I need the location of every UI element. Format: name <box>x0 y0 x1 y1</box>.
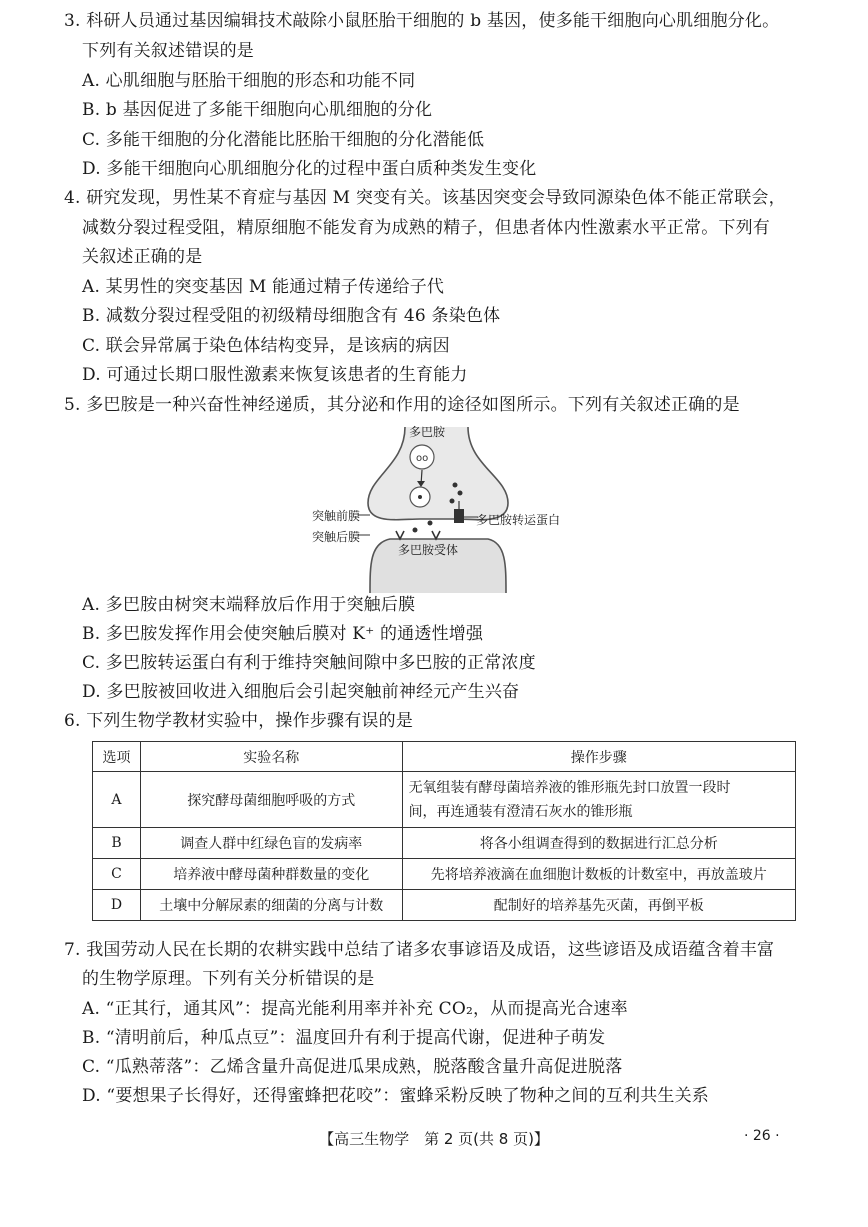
q7-option-c: C. “瓜熟蒂落”：乙烯含量升高促进瓜果成熟，脱落酸含量升高促进脱落 <box>82 1057 623 1077</box>
transporter-protein <box>454 509 464 523</box>
q4-stem-line1: 4. 研究发现，男性某不育症与基因 M 突变有关。该基因突变会导致同源染色体不能正常联会， <box>64 188 786 208</box>
page-code: · 26 · <box>744 1128 780 1144</box>
label-receptor: 多巴胺受体 <box>398 543 459 557</box>
q3-option-a: A. 心肌细胞与胚胎干细胞的形态和功能不同 <box>82 71 416 91</box>
row-a-name: 探究酵母菌细胞呼吸的方式 <box>140 772 402 828</box>
q7-stem-line2: 的生物学原理。下列有关分析错误的是 <box>82 969 375 989</box>
q3-option-d: D. 多能干细胞向心肌细胞分化的过程中蛋白质种类发生变化 <box>82 159 537 179</box>
table-row <box>93 772 796 828</box>
page-footer: 【高三生物学 第 2 页(共 8 页)】 <box>319 1130 549 1148</box>
q7-option-d: D. “要想果子长得好，还得蜜蜂把花咬”：蜜蜂采粉反映了物种之间的互利共生关系 <box>82 1086 710 1106</box>
row-d-option: D <box>93 890 141 921</box>
q5-option-d: D. 多巴胺被回收进入细胞后会引起突触前神经元产生兴奋 <box>82 682 520 702</box>
row-b-name: 调查人群中红绿色盲的发病率 <box>140 828 402 859</box>
row-a-steps-line2: 间，再连通装有澄清石灰水的锥形瓶 <box>408 803 633 820</box>
header-option: 选项 <box>93 742 141 772</box>
receptors <box>396 531 440 539</box>
row-c-option: C <box>93 859 141 890</box>
row-a-steps-line1: 无氧组装有酵母菌培养液的锥形瓶先封口放置一段时 <box>408 779 731 796</box>
row-a-option: A <box>93 772 141 828</box>
q5-stem-line1: 5. 多巴胺是一种兴奋性神经递质，其分泌和作用的途径如图所示。下列有关叙述正确的是 <box>64 395 740 415</box>
svg-text:oo: oo <box>416 453 429 464</box>
label-dopamine: 多巴胺 <box>409 425 446 439</box>
header-experiment-name: 实验名称 <box>140 742 402 772</box>
q4-stem-line2: 减数分裂过程受阻，精原细胞不能发育为成熟的精子，但患者体内性激素水平正常。下列有 <box>82 218 770 238</box>
row-d-steps: 配制好的培养基先灭菌，再倒平板 <box>402 890 795 921</box>
q3-stem-line1: 3. 科研人员通过基因编辑技术敲除小鼠胚胎干细胞的 b 基因，使多能干细胞向心肌细胞分化。 <box>64 11 780 31</box>
table-row <box>93 859 796 890</box>
synapse-figure <box>200 415 660 595</box>
q3-stem-line2: 下列有关叙述错误的是 <box>82 41 254 61</box>
table-row <box>93 828 796 859</box>
row-c-name: 培养液中酵母菌种群数量的变化 <box>140 859 402 890</box>
experiment-table <box>92 741 796 921</box>
q5-option-b: B. 多巴胺发挥作用会使突触后膜对 K⁺ 的通透性增强 <box>82 624 484 644</box>
q3-option-c: C. 多能干细胞的分化潜能比胚胎干细胞的分化潜能低 <box>82 130 485 150</box>
q6-stem-line1: 6. 下列生物学教材实验中，操作步骤有误的是 <box>64 711 414 731</box>
q4-option-a: A. 某男性的突变基因 M 能通过精子传递给子代 <box>82 277 445 297</box>
q5-option-a: A. 多巴胺由树突末端释放后作用于突触后膜 <box>82 595 416 615</box>
label-presynaptic-membrane: 突触前膜 <box>312 509 361 523</box>
q7-stem-line1: 7. 我国劳动人民在长期的农耕实践中总结了诸多农事谚语及成语，这些谚语及成语蕴含着丰富 <box>64 940 775 960</box>
row-c-steps: 先将培养液滴在血细胞计数板的计数室中，再放盖玻片 <box>402 859 795 890</box>
q4-option-c: C. 联会异常属于染色体结构变异，是该病的病因 <box>82 336 450 356</box>
row-a-steps <box>402 772 795 828</box>
table-row <box>93 890 796 921</box>
label-transporter: 多巴胺转运蛋白 <box>476 513 561 527</box>
synapse-diagram <box>200 415 660 595</box>
row-d-name: 土壤中分解尿素的细菌的分离与计数 <box>140 890 402 921</box>
label-postsynaptic-membrane: 突触后膜 <box>312 530 361 544</box>
q7-option-b: B. “清明前后，种瓜点豆”：温度回升有利于提高代谢，促进种子萌发 <box>82 1028 606 1048</box>
table-header-row <box>93 742 796 772</box>
row-b-option: B <box>93 828 141 859</box>
header-steps: 操作步骤 <box>402 742 795 772</box>
q4-stem-line3: 关叙述正确的是 <box>82 247 203 267</box>
q4-option-d: D. 可通过长期口服性激素来恢复该患者的生育能力 <box>82 365 468 385</box>
row-b-steps: 将各小组调查得到的数据进行汇总分析 <box>402 828 795 859</box>
presynaptic-terminal <box>368 427 508 520</box>
q4-option-b: B. 减数分裂过程受阻的初级精母细胞含有 46 条染色体 <box>82 306 501 326</box>
q7-option-a: A. “正其行，通其风”：提高光能利用率并补充 CO₂，从而提高光合速率 <box>82 999 628 1019</box>
q3-option-b: B. b 基因促进了多能干细胞向心肌细胞的分化 <box>82 100 433 120</box>
q5-option-c: C. 多巴胺转运蛋白有利于维持突触间隙中多巴胺的正常浓度 <box>82 653 536 673</box>
